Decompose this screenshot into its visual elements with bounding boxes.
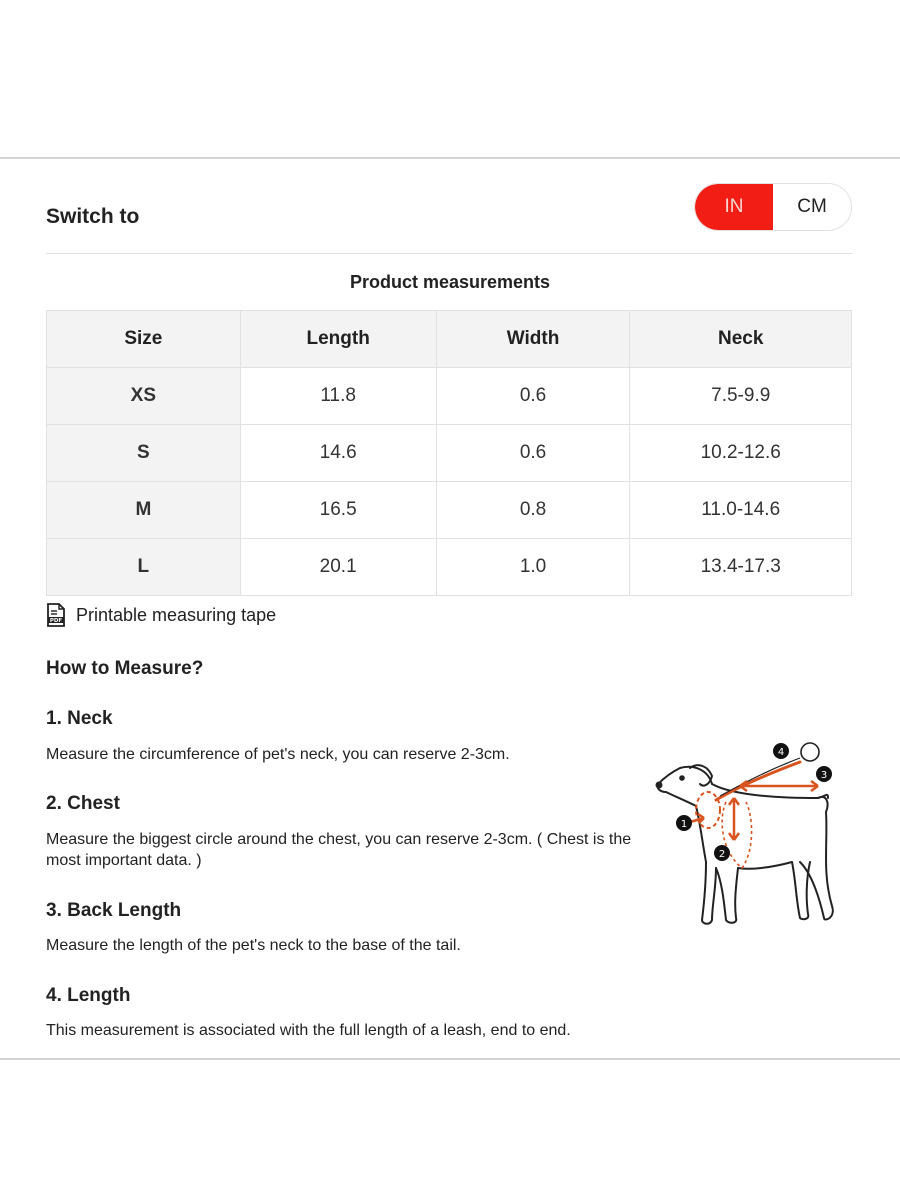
cell-length: 20.1 [240,539,436,596]
table-row [47,368,852,425]
printable-tape-link[interactable] [46,603,276,627]
table-row [47,425,852,482]
svg-text:2: 2 [718,849,726,860]
svg-text:PDF: PDF [49,618,63,625]
cell-neck: 7.5-9.9 [630,368,852,425]
pdf-icon [46,603,66,627]
marker-4-icon [773,743,789,759]
measurements-table [46,310,852,596]
step-title-neck: 1. Neck [46,708,113,729]
marker-1-icon [676,815,692,831]
cell-size: M [47,482,241,539]
cell-width: 1.0 [436,539,630,596]
cell-width: 0.8 [436,482,630,539]
cell-neck: 11.0-14.6 [630,482,852,539]
cell-length: 11.8 [240,368,436,425]
svg-text:3: 3 [820,770,828,781]
cell-size: L [47,539,241,596]
dog-measurement-diagram [650,722,850,932]
table-header-row [47,311,852,368]
header-size: Size [47,311,241,368]
cell-width: 0.6 [436,368,630,425]
cell-size: S [47,425,241,482]
section-divider [46,253,852,254]
unit-toggle[interactable] [694,183,852,231]
step-title-length: 4. Length [46,985,131,1006]
cell-size: XS [47,368,241,425]
cell-neck: 13.4-17.3 [630,539,852,596]
marker-2-icon [714,845,730,861]
step-title-back-length: 3. Back Length [46,900,182,921]
svg-text:1: 1 [680,819,688,830]
step-desc-chest: Measure the biggest circle around the chest, you can reserve 2-3cm. ( Chest is the most important data. ) [46,831,632,869]
table-title: Product measurements [349,272,551,292]
cell-neck: 10.2-12.6 [630,425,852,482]
header-neck: Neck [630,311,852,368]
marker-3-icon [816,766,832,782]
unit-option-in[interactable]: IN [695,184,773,230]
header-width: Width [436,311,630,368]
how-to-measure-title: How to Measure? [46,658,204,679]
table-row [47,539,852,596]
step-desc-length: This measurement is associated with the full length of a leash, end to end. [46,1022,571,1039]
header-length: Length [240,311,436,368]
unit-option-cm[interactable]: CM [797,196,827,217]
switch-to-label: Switch to [46,205,140,228]
table-row [47,482,852,539]
cell-width: 0.6 [436,425,630,482]
cell-length: 14.6 [240,425,436,482]
cell-length: 16.5 [240,482,436,539]
step-desc-neck: Measure the circumference of pet's neck, you can reserve 2-3cm. [46,746,510,763]
step-title-chest: 2. Chest [46,793,120,814]
step-desc-back-length: Measure the length of the pet's neck to the base of the tail. [46,937,461,954]
printable-tape-label[interactable]: Printable measuring tape [76,604,277,625]
svg-text:4: 4 [777,747,785,758]
